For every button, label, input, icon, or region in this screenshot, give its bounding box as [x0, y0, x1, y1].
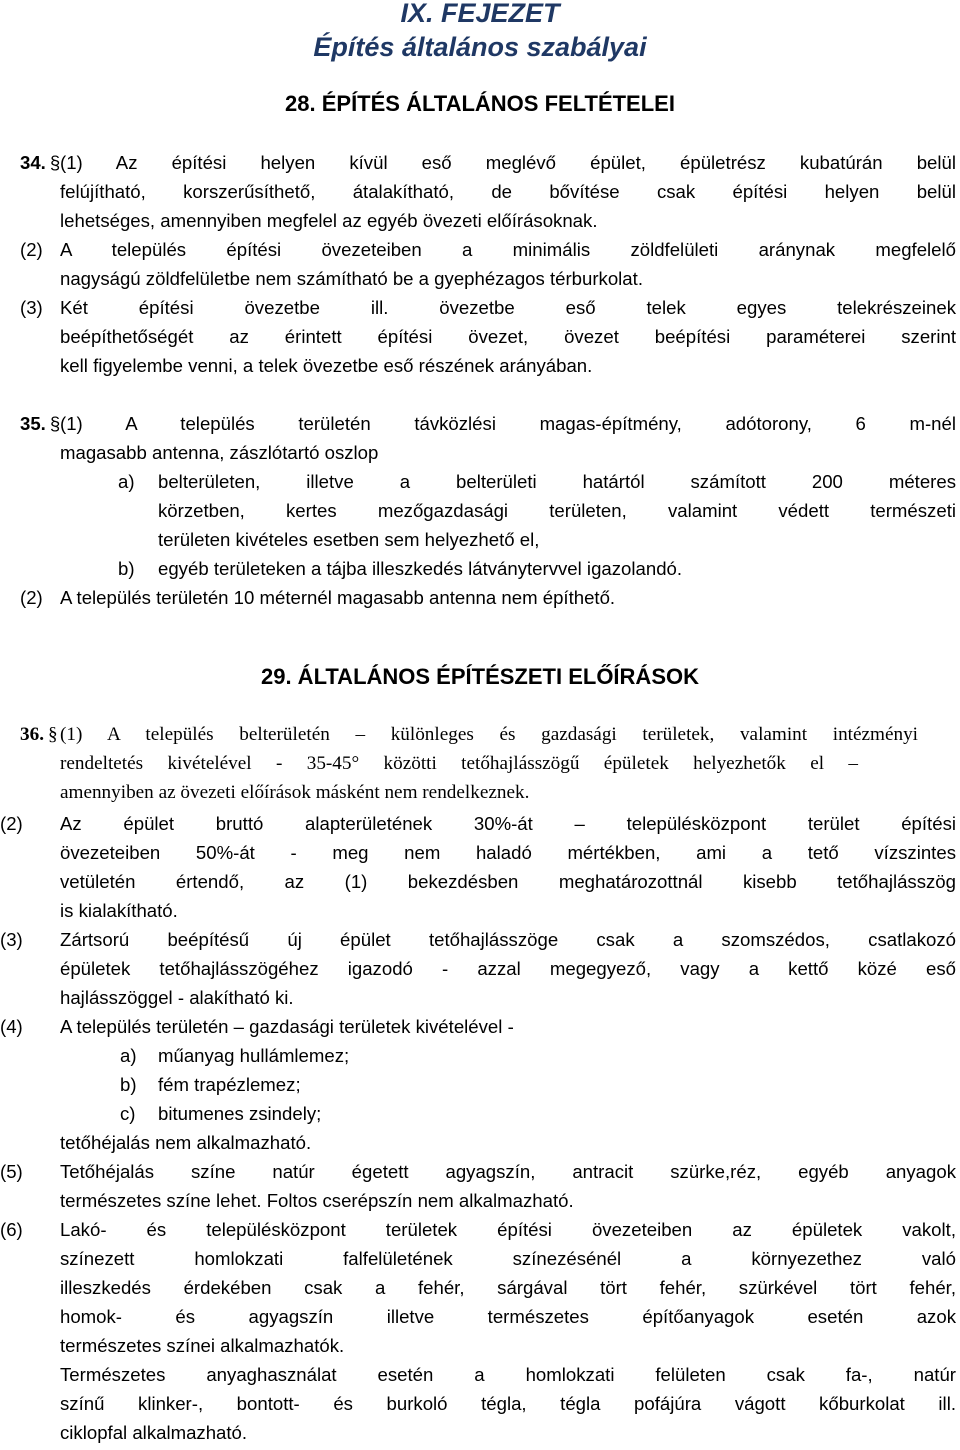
- list-item-line: fém trapézlemez;: [158, 1074, 301, 1095]
- paragraph-label: (3): [0, 929, 23, 950]
- paragraph-line: homok- és agyagszín illetve természetes építőanyagok esetén azok: [60, 1306, 956, 1327]
- paragraph-line: (1) A település belterületén – különleges és gazdasági területek, valamint intézményi: [60, 724, 918, 745]
- paragraph-line: természetes színe lehet. Foltos cserépszín nem alkalmazható.: [60, 1190, 574, 1211]
- paragraph-line: Az épület bruttó alapterületének 30%-át – településközpont terület építési: [60, 813, 956, 834]
- paragraph-line: (1) A település területén távközlési magas-építmény, adótorony, 6 m-nél: [60, 413, 956, 434]
- section-title-29: 29. ÁLTALÁNOS ÉPÍTÉSZETI ELŐÍRÁSOK: [260, 664, 699, 689]
- paragraph-line: Zártsorú beépítésű új épület tetőhajlásszöge csak a szomszédos, csatlakozó: [60, 929, 956, 950]
- paragraph-line: ciklopfal alkalmazható.: [60, 1422, 248, 1443]
- paragraph-line: felújítható, korszerűsíthető, átalakítható, de bővítése csak építési helyen belül: [60, 181, 956, 202]
- list-label: b): [118, 558, 135, 579]
- paragraph-line: nagyságú zöldfelületbe nem számítható be a gyephézagos térburkolat.: [60, 268, 643, 289]
- list-item-line: műanyag hullámlemez;: [158, 1045, 350, 1066]
- paragraph-line: beépíthetőségét az érintett építési övezet, övezet beépítési paraméterei szerint: [60, 326, 956, 347]
- paragraph-label: (6): [0, 1219, 23, 1240]
- paragraph-label: (2): [20, 587, 43, 608]
- list-item-line: bitumenes zsindely;: [158, 1103, 322, 1124]
- section-title-28: 28. ÉPÍTÉS ÁLTALÁNOS FELTÉTELEI: [285, 91, 675, 116]
- paragraph-label: (4): [0, 1016, 23, 1037]
- paragraph-line: övezeteiben 50%-át - meg nem haladó mértékben, ami a tető vízszintes: [60, 842, 956, 863]
- paragraph-line: (1) Az építési helyen kívül eső meglévő épület, épületrész kubatúrán belül: [60, 152, 956, 173]
- paragraph-line: A település területén 10 méternél magasabb antenna nem építhető.: [60, 587, 616, 608]
- list-item-line: egyéb területeken a tájba illeszkedés látványtervvel igazolandó.: [158, 558, 683, 579]
- paragraph-line: épületek tetőhajlásszögéhez igazodó - azzal megegyező, vagy a kettő közé eső: [60, 958, 956, 979]
- paragraph-label: (2): [20, 239, 43, 260]
- paragraph-line: Természetes anyaghasználat esetén a homlokzati felületen csak fa-, natúr: [60, 1364, 956, 1385]
- paragraph-label: (3): [20, 297, 43, 318]
- paragraph-line: színű klinker-, bontott- és burkoló tégla, tégla pofájúra vágott kőburkolat ill.: [60, 1393, 956, 1414]
- paragraph-line: illeszkedés érdekében csak a fehér, sárgával tört fehér, szürkével tört fehér,: [60, 1277, 956, 1298]
- list-label: a): [120, 1045, 137, 1066]
- paragraph-line: lehetséges, amennyiben megfelel az egyéb övezeti előírásoknak.: [60, 210, 598, 231]
- paragraph-line: is kialakítható.: [60, 900, 178, 921]
- paragraph-line: A település területén – gazdasági területek kivételével -: [60, 1016, 514, 1037]
- paragraph-line: vetületén értendő, az (1) bekezdésben meghatározottnál kisebb tetőhajlásszög: [60, 871, 956, 892]
- paragraph-line: Két építési övezetbe ill. övezetbe eső telek egyes telekrészeinek: [60, 297, 956, 318]
- paragraph-label: (2): [0, 813, 23, 834]
- paragraph-line: tetőhéjalás nem alkalmazható.: [60, 1132, 312, 1153]
- list-label: a): [118, 471, 135, 492]
- paragraph-line: rendeltetés kivételével - 35-45° közötti tetőhajlásszögű épületek helyezhetők el –: [60, 753, 858, 774]
- list-item-line: körzetben, kertes mezőgazdasági területen, valamint védett természeti: [158, 500, 956, 521]
- paragraph-line: amennyiben az övezeti előírások másként nem rendelkeznek.: [60, 782, 530, 803]
- list-label: c): [120, 1103, 136, 1124]
- paragraph-line: természetes színei alkalmazhatók.: [60, 1335, 345, 1356]
- paragraph-label: (5): [0, 1161, 23, 1182]
- paragraph-line: Lakó- és településközpont területek építési övezeteiben az épületek vakolt,: [60, 1219, 956, 1240]
- paragraph-line: színezett homlokzati falfelületének színezésénél a környezethez való: [60, 1248, 956, 1269]
- list-label: b): [120, 1074, 137, 1095]
- paragraph-line: hajlásszöggel - alakítható ki.: [60, 987, 294, 1008]
- paragraph-line: kell figyelembe venni, a telek övezetbe eső részének arányában.: [60, 355, 593, 376]
- chapter-number: IX. FEJEZET: [400, 0, 560, 28]
- article-number: 35. §: [20, 413, 61, 434]
- article-number: 34. §: [20, 152, 61, 173]
- list-item-line: területen kivételes esetben sem helyezhető el,: [158, 529, 540, 550]
- paragraph-line: Tetőhéjalás színe natúr égetett agyagszín, antracit szürke,réz, egyéb anyagok: [60, 1161, 956, 1182]
- article-number: 36. §: [20, 724, 58, 745]
- paragraph-line: A település építési övezeteiben a minimális zöldfelületi aránynak megfelelő: [60, 239, 956, 260]
- list-item-line: belterületen, illetve a belterületi határtól számított 200 méteres: [158, 471, 956, 492]
- chapter-title: Építés általános szabályai: [313, 32, 647, 62]
- paragraph-line: magasabb antenna, zászlótartó oszlop: [60, 442, 379, 463]
